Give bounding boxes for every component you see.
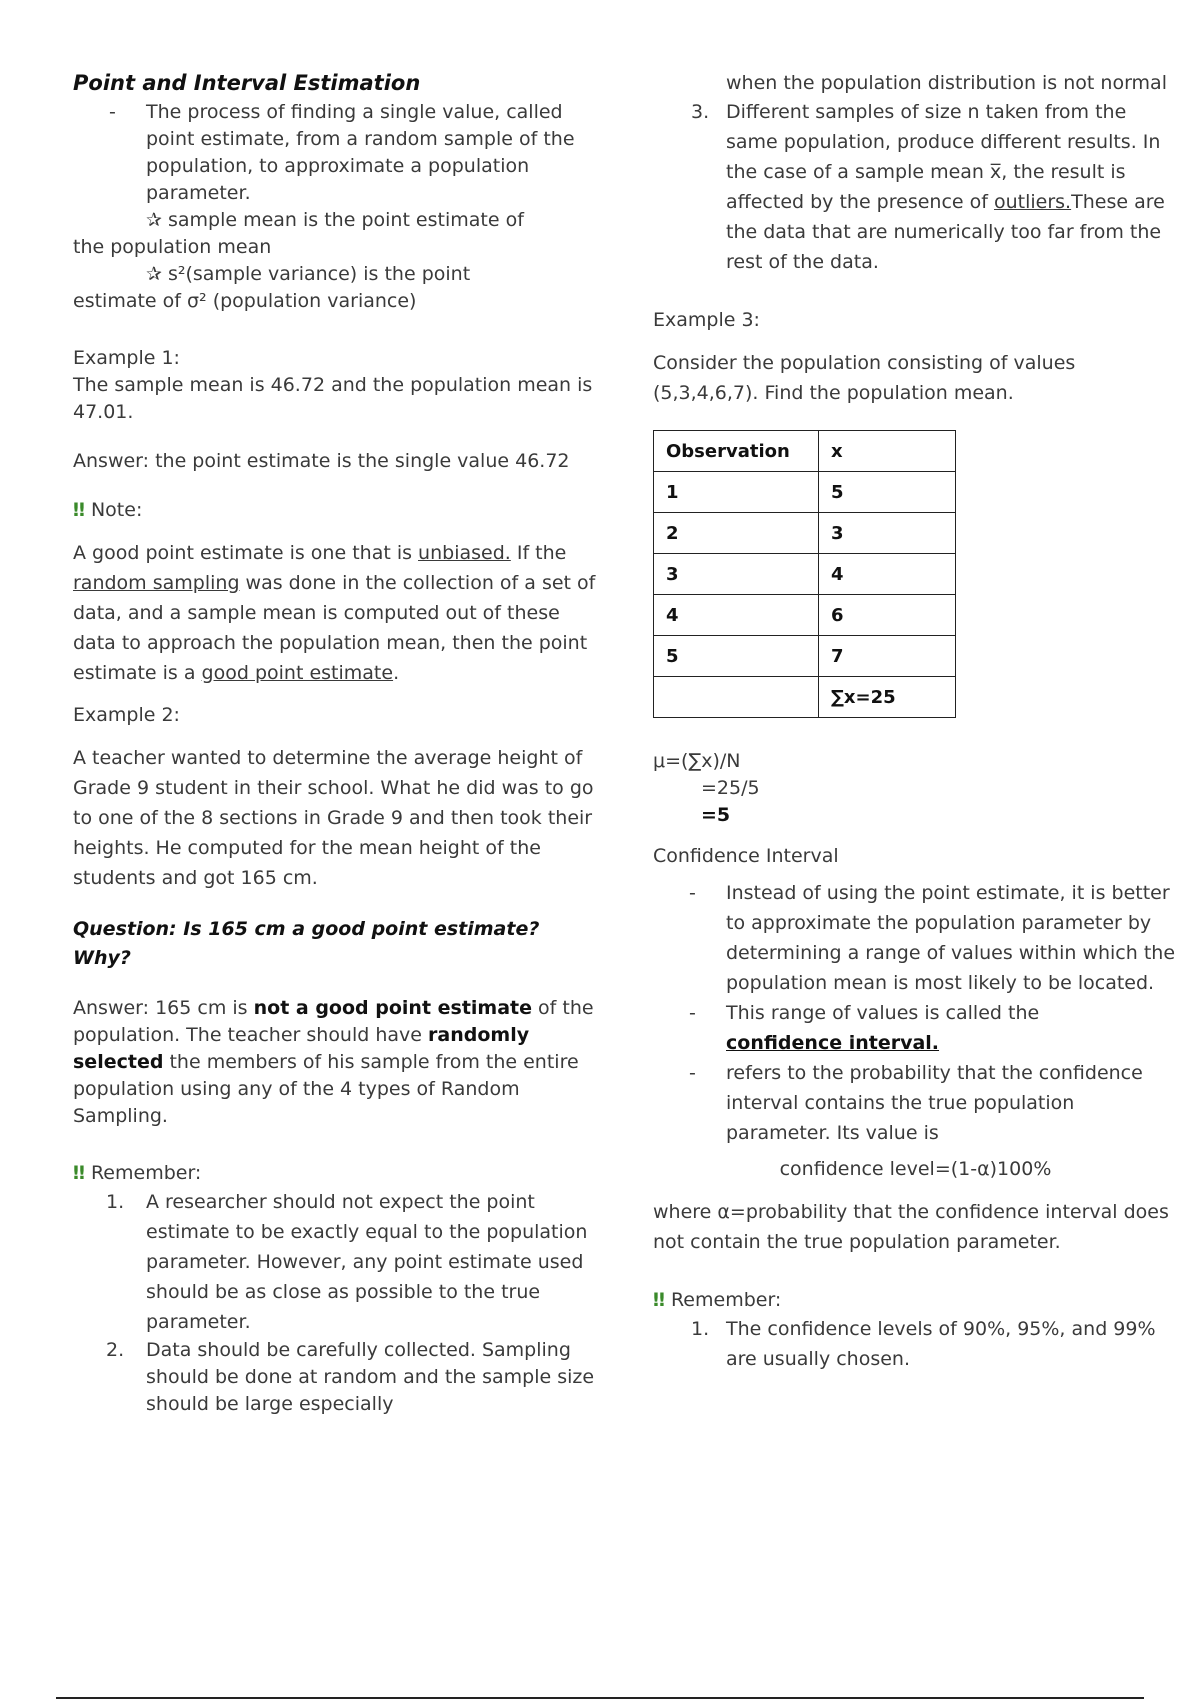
answer2-text-e: the members of his sample from the entire population using any of the 4 types of Random Sampling. [73, 1051, 579, 1127]
ci-term-bold: confidence interval. [726, 1032, 940, 1054]
remember-item-3-text-b: These are the data that are numerically too far from the rest of the data. [726, 191, 1165, 273]
ci-item-1 [653, 878, 1178, 998]
note-underline-unbiased: unbiased. [418, 542, 511, 564]
table-row [654, 554, 956, 595]
ci-item-2-text: This range of values is called the [726, 1002, 1040, 1024]
note-text-2: If the [510, 542, 567, 564]
remember-heading [73, 1160, 598, 1187]
example1-answer: Answer: the point estimate is the single value 46.72 [73, 450, 570, 472]
ci-item-3-text: refers to the probability that the confidence interval contains the true population parameter. Its value is [726, 1062, 1143, 1144]
note-paragraph [73, 538, 598, 688]
confidence-level-formula: confidence level=(1-α)100% [779, 1158, 1052, 1180]
ci-item-2 [653, 998, 1178, 1058]
page-title: Point and Interval Estimation [73, 71, 421, 95]
remember-label: Remember: [664, 1289, 782, 1311]
right-column [653, 70, 1178, 1374]
table-header-row [654, 431, 956, 472]
intro-text: The process of finding a single value, called point estimate, from a random sample of the population, to approximate a population parameter. [146, 101, 575, 204]
table-row [654, 513, 956, 554]
table-cell: 4 [819, 554, 956, 595]
note-underline-random-sampling: random sampling [73, 572, 240, 594]
question-text: Question: Is 165 cm a good point estimate? Why? [73, 918, 540, 969]
remember-heading-right [653, 1287, 1178, 1314]
observation-table [653, 430, 956, 718]
table-cell [654, 677, 819, 718]
answer2-bold-a: not a good point estimate [253, 997, 533, 1019]
remember-item-2-text: Data should be carefully collected. Sampling should be done at random and the sample size should be large especially [146, 1339, 595, 1415]
table-cell: 5 [654, 636, 819, 677]
dash-bullet: - [689, 1062, 696, 1084]
double-exclamation-icon: ‼ [73, 499, 85, 521]
formula-line-1: μ=(∑x)/N [653, 750, 741, 772]
list-number: 1. [691, 1318, 710, 1340]
remember-item-3-text-a: Different samples of size n taken from the same population, produce different results. In the case of a sample mean x̅, the result is affected by the presence of [726, 101, 1161, 213]
remember-right-item-1 [653, 1314, 1178, 1374]
star-line-2b: estimate of σ² (population variance) [73, 290, 417, 312]
formula-line-3: =5 [701, 804, 731, 826]
answer2-text-c: of the population. The teacher should have [73, 997, 594, 1046]
table-header-cell: Observation [654, 431, 819, 472]
dash-bullet: - [689, 882, 696, 904]
star-line-1b: the population mean [73, 236, 272, 258]
left-column [73, 70, 598, 1418]
ci-item-1-text: Instead of using the point estimate, it is better to approximate the population parameter by determining a range of values within which the population mean is most likely to be located. [726, 882, 1176, 994]
dash-bullet: - [109, 101, 116, 123]
answer2-bold-b: randomly selected [73, 1024, 530, 1073]
table-cell: 1 [654, 472, 819, 513]
remember-item-1-text: A researcher should not expect the point estimate to be exactly equal to the population parameter. However, any point estimate used should be as close as possible to the true parameter. [146, 1191, 588, 1333]
answer2-text-a: Answer: 165 cm is [73, 997, 254, 1019]
remember-item-2 [73, 1337, 598, 1418]
table-cell: 7 [819, 636, 956, 677]
list-number: 2. [106, 1339, 125, 1361]
note-label: Note: [84, 499, 143, 521]
alpha-definition: where α=probability that the confidence interval does not contain the true population parameter. [653, 1201, 1169, 1253]
example2-text: A teacher wanted to determine the average height of Grade 9 student in their school. What he did was to go to one of the 8 sections in Grade 9 and then took their heights. He computed for the mean height of the students and got 165 cm. [73, 747, 594, 889]
note-heading [73, 497, 598, 524]
confidence-interval-heading: Confidence Interval [653, 845, 839, 867]
table-cell: 2 [654, 513, 819, 554]
example3-label: Example 3: [653, 309, 760, 331]
table-row [654, 595, 956, 636]
table-row [654, 636, 956, 677]
star-line-1a: ✰ sample mean is the point estimate of [146, 209, 524, 231]
ci-item-3 [653, 1058, 1178, 1148]
remember-label: Remember: [84, 1162, 202, 1184]
remember-right-item-1-text: The confidence levels of 90%, 95%, and 99% are usually chosen. [726, 1318, 1156, 1370]
intro-item [73, 99, 598, 207]
table-header-cell: x [819, 431, 956, 472]
table-total-row [654, 677, 956, 718]
example1-label: Example 1: [73, 347, 180, 369]
footer-divider [56, 1697, 1144, 1699]
remember-item-3 [653, 97, 1178, 277]
remember-item-1 [73, 1187, 598, 1337]
table-cell: 5 [819, 472, 956, 513]
list-number: 1. [106, 1191, 125, 1213]
formula-line-2: =25/5 [701, 777, 760, 799]
example2-label: Example 2: [73, 704, 180, 726]
list-number: 3. [691, 101, 710, 123]
table-cell: 3 [819, 513, 956, 554]
table-total-cell: ∑x=25 [819, 677, 956, 718]
remember-item-2-continued: when the population distribution is not normal [726, 72, 1167, 94]
note-text-3: was done in the collection of a set of data, and a sample mean is computed out of these data to approach the population mean, then the point estimate is a [73, 572, 596, 684]
outliers-underline: outliers. [993, 191, 1072, 213]
example1-text: The sample mean is 46.72 and the population mean is 47.01. [73, 374, 593, 423]
mean-formula [653, 748, 1178, 829]
example3-text: Consider the population consisting of values (5,3,4,6,7). Find the population mean. [653, 352, 1076, 404]
dash-bullet: - [689, 1002, 696, 1024]
double-exclamation-icon: ‼ [73, 1162, 85, 1184]
note-text-1: A good point estimate is one that is [73, 542, 419, 564]
double-exclamation-icon: ‼ [653, 1289, 665, 1311]
table-cell: 3 [654, 554, 819, 595]
star-line-2a: ✰ s²(sample variance) is the point [146, 263, 471, 285]
table-cell: 6 [819, 595, 956, 636]
table-cell: 4 [654, 595, 819, 636]
note-text-4: . [393, 662, 400, 684]
table-row [654, 472, 956, 513]
example2-answer [73, 995, 598, 1130]
note-underline-good-point-estimate: good point estimate [201, 662, 394, 684]
